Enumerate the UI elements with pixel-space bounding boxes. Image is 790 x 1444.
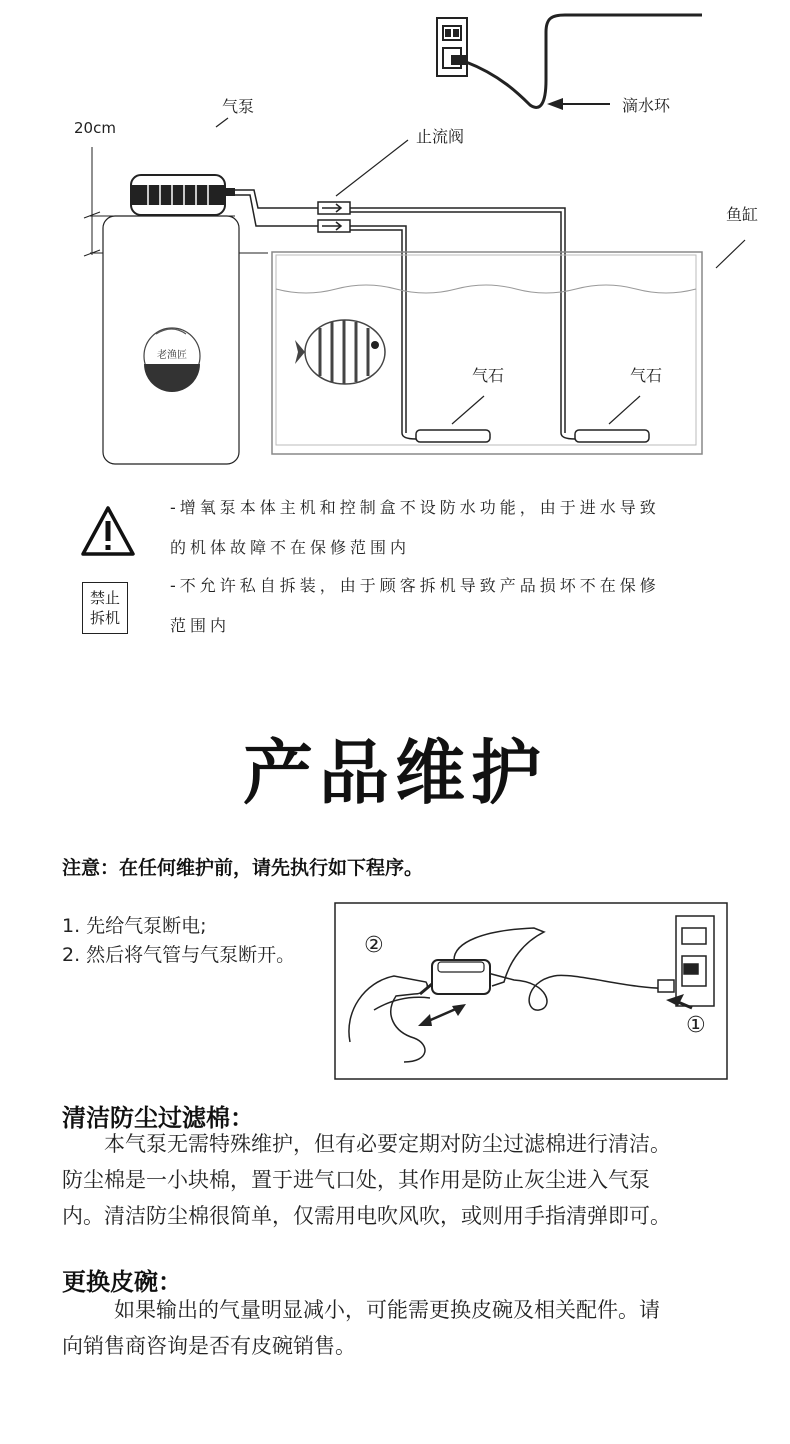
filter-line-3: 内。清洁防尘棉很简单，仅需用电吹风吹，或则用手指清弹即可。 [62, 1204, 671, 1228]
unplug-illustration [334, 902, 728, 1080]
label-tank: 鱼缸 [726, 205, 759, 224]
aquarium-setup-diagram [0, 0, 790, 470]
svg-text:老渔匠: 老渔匠 [157, 350, 187, 361]
cup-line-2: 向销售商咨询是否有皮碗销售。 [62, 1334, 356, 1358]
warning-line-2b: 范围内 [170, 616, 231, 635]
label-stone-left: 气石 [472, 366, 505, 385]
drip-ring-arrow [547, 98, 610, 110]
label-pump: 气泵 [222, 97, 255, 116]
filter-line-1: 本气泵无需特殊维护，但有必要定期对防尘过滤棉进行清洁。 [104, 1132, 671, 1156]
step-2: 2. 然后将气管与气泵断开。 [62, 944, 296, 966]
air-pump-icon [131, 175, 235, 215]
warning-line-2a: -不允许私自拆装，由于顾客拆机导致产品损坏不在保修 [170, 576, 660, 595]
cup-line-1: 如果输出的气量明显减小，可能需更换皮碗及相关配件。请 [114, 1298, 660, 1322]
air-stone-left-icon [402, 430, 490, 442]
label-height: 20cm [74, 119, 116, 137]
filter-line-2: 防尘棉是一小块棉，置于进气口处，其作用是防止灰尘进入气泵 [62, 1168, 650, 1192]
label-valve: 止流阀 [416, 127, 465, 146]
label-stone-right: 气石 [630, 366, 663, 385]
cup-heading: 更换皮碗： [62, 1268, 182, 1296]
marker-2: ② [364, 933, 384, 958]
filter-heading: 清洁防尘过滤棉： [62, 1104, 254, 1132]
filter-paragraph [62, 1126, 722, 1234]
page-title: 产品维护 [243, 732, 547, 814]
step-1: 1. 先给气泵断电; [62, 915, 207, 937]
brand-logo-icon [144, 328, 200, 392]
wall-socket-icon [437, 18, 467, 76]
maintenance-notice: 注意：在任何维护前，请先执行如下程序。 [62, 857, 424, 879]
air-stone-right-icon [561, 430, 649, 442]
cup-paragraph [62, 1292, 722, 1364]
warning-triangle-icon [80, 505, 136, 557]
no-disassembly-icon: 禁止 拆机 [82, 582, 128, 634]
discus-fish-icon [295, 320, 385, 384]
maintenance-steps [62, 912, 295, 970]
label-drip-ring: 滴水环 [622, 96, 671, 115]
warning-line-1b: 的机体故障不在保修范围内 [170, 538, 411, 557]
marker-1: ① [686, 1013, 706, 1038]
air-tubes [235, 190, 565, 433]
warning-line-1a: -增氧泵本体主机和控制盒不设防水功能，由于进水导致 [170, 498, 660, 517]
power-cord [466, 15, 702, 107]
